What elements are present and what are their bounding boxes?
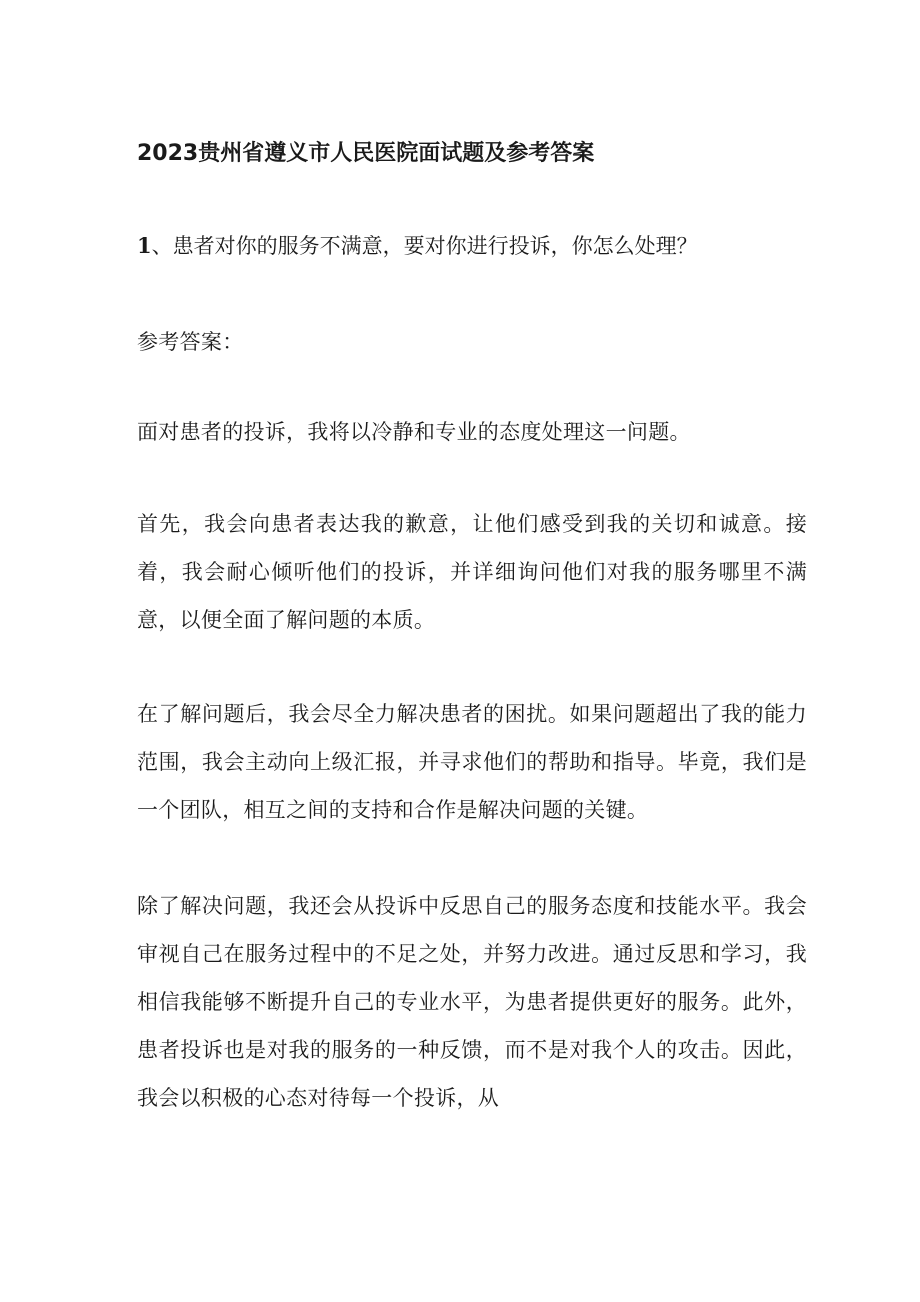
document-title: 2023贵州省遵义市人民医院面试题及参考答案 [137,141,595,166]
answer-label: 参考答案： [137,330,244,354]
answer-paragraph-3: 除了解决问题，我还会从投诉中反思自己的服务态度和技能水平。我会审视自己在服务过程中的不足之处，并努力改进。通过反思和学习，我相信我能够不断提升自己的专业水平，为患者提供更好的服务。此外，患者投诉也是对我的服务的一种反馈，而不是对我个人的攻击。因此，我会以积极的心态对待每一个投诉，从 [137,894,807,1110]
question-text: 、患者对你的服务不满意，要对你进行投诉，你怎么处理？ [151,234,698,258]
question-number: 1 [137,233,152,258]
answer-paragraph-intro: 面对患者的投诉，我将以冷静和专业的态度处理这一问题。 [137,420,691,444]
answer-paragraph-1: 首先，我会向患者表达我的歉意，让他们感受到我的关切和诚意。接着，我会耐心倾听他们的投诉，并详细询问他们对我的服务哪里不满意，以便全面了解问题的本质。 [137,512,807,632]
answer-paragraph-2: 在了解问题后，我会尽全力解决患者的困扰。如果问题超出了我的能力范围，我会主动向上级汇报，并寻求他们的帮助和指导。毕竟，我们是一个团队，相互之间的支持和合作是解决问题的关键。 [137,702,807,822]
question-1 [137,228,817,264]
